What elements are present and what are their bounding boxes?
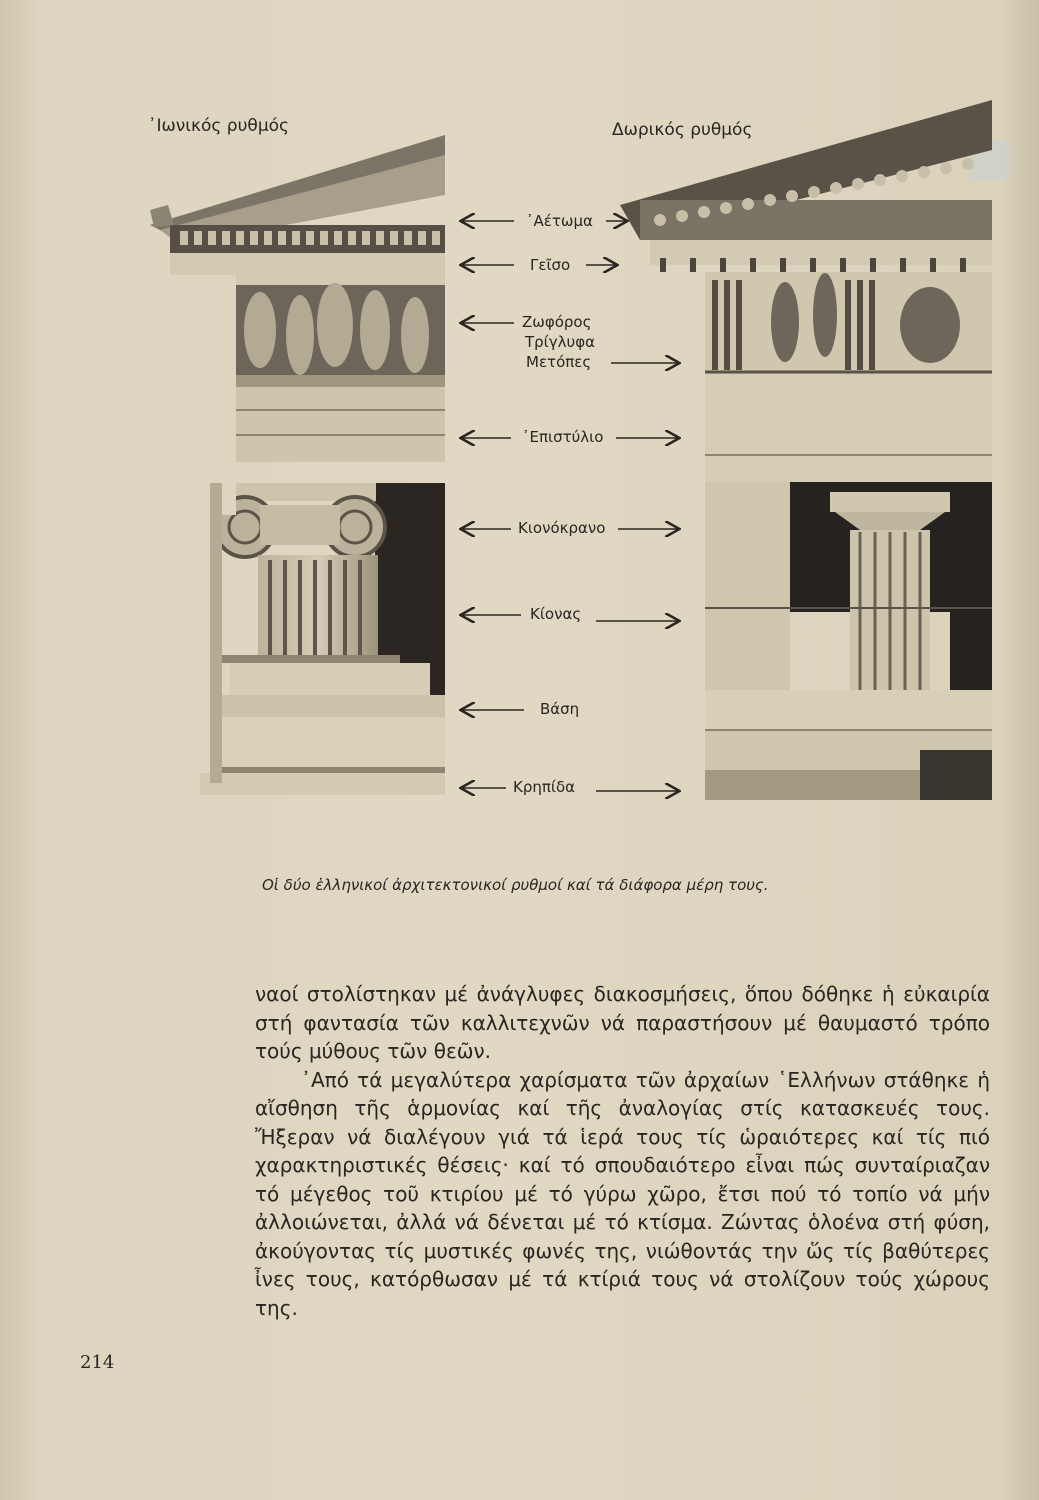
paragraph-2: ᾿Από τά μεγαλύτερα χαρίσματα τῶν ἀρχαίων ῾Ελλήνων στάθηκε ἡ αἴσθηση τῆς ἁρμονίας καί τῆς ἀναλογίας στίς κατασκευές τους. Ἤξεραν νά διαλέγουν γιά τά ἱερά τους τίς ὡραιότερες καί τίς πιό χαρακτηριστικές θέσεις· καί τό σπουδαιότερο εἶναι πώς συνταίριαζαν τό μέγεθος τοῦ κτιρίου μέ τό γύρω χῶρο, ἔτσι πού τό τοπίο νά μήν ἀλλοιώνεται, ἀλλά νά δένεται μέ τό κτίσμα. Ζώντας ὁλοένα στή φύση, ἀκούγοντας τίς μυστικές φωνές της, νιώθοντάς την ὥς τίς βαθύτερες ἶνες τους, κατόρθωσαν μέ τά κτίριά τους νά στολίζουν τούς χώρους της. [255,1067,990,1320]
label-triglyfa: Τρίγλυφα [525,333,595,351]
label-zoforos: Ζωφόρος [522,313,592,331]
label-aetoma: ᾿Αέτωμα [526,212,593,230]
body-text [255,980,990,1322]
doric-order-title: Δωρικός ρυθμός [612,120,753,140]
label-epistylio: ᾿Επιστύλιο [522,428,604,446]
label-vasi: Βάση [540,700,580,718]
label-krypida: Κρηπίδα [513,778,576,796]
page-number: 214 [80,1352,115,1373]
ionic-order-image [150,135,445,795]
label-kionokrano: Κιονόκρανο [518,519,606,537]
paragraph-1: ναοί στολίστηκαν μέ ἀνάγλυφες διακοσμήσεις, ὅπου δόθηκε ἡ εὐκαιρία στή φαντασία τῶν καλλιτεχνῶν νά παραστήσουν μέ θαυμαστό τρόπο τούς μύθους τῶν θεῶν. [255,982,990,1063]
ionic-order-title: ᾿Ιωνικός ρυθμός [148,116,290,136]
label-kionas: Κίονας [530,605,582,623]
label-arrows [456,200,696,810]
label-metopes: Μετόπες [526,353,592,371]
figure-caption: Οἱ δύο ἑλληνικοί ἀρχιτεκτονικοί ρυθμοί καί τά διάφορα μέρη τους. [262,876,769,894]
label-geiso: Γεῖσο [530,256,571,274]
